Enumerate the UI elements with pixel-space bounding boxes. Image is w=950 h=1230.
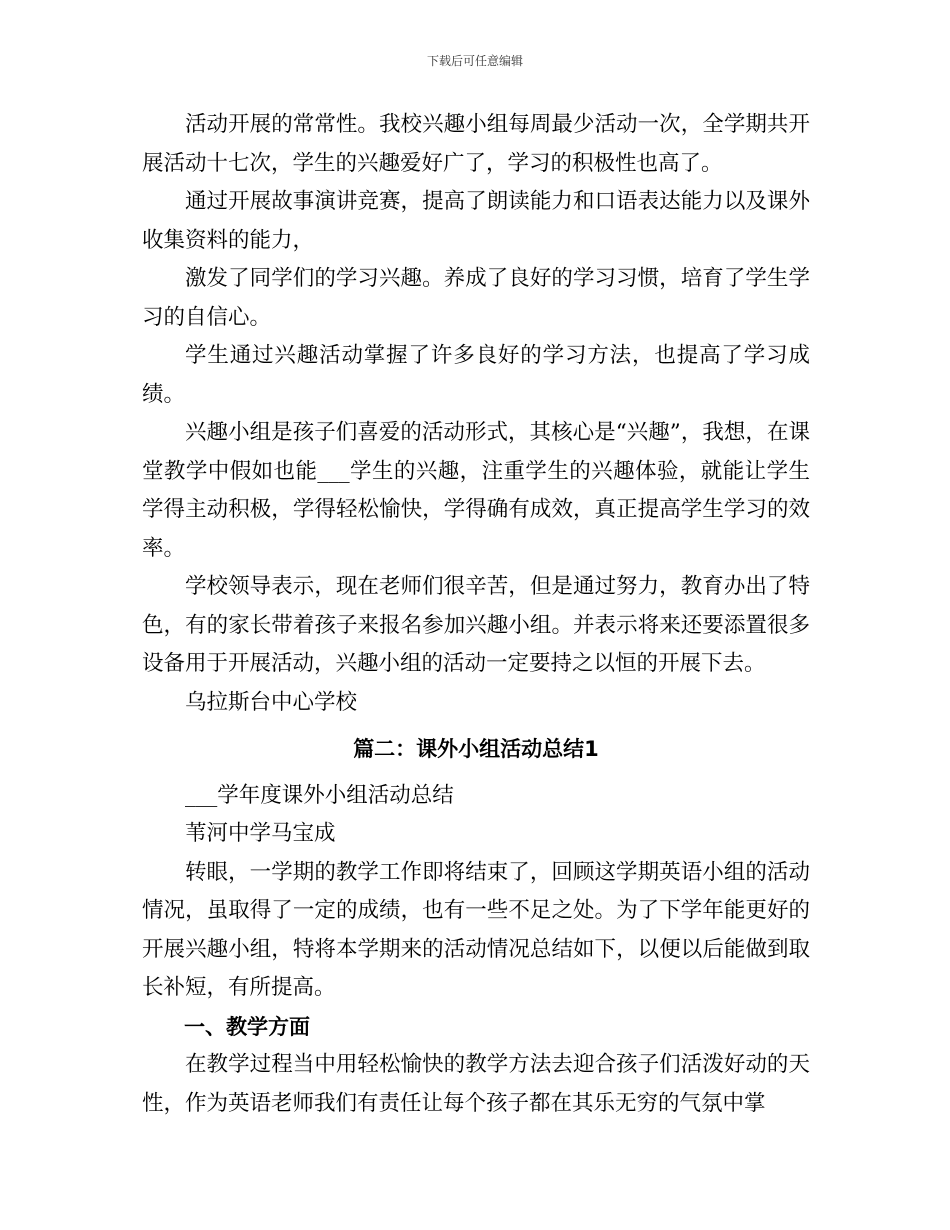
paragraph: 通过开展故事演讲竞赛，提高了朗读能力和口语表达能力以及课外收集资料的能力， bbox=[142, 189, 810, 253]
subheading: 一、教学方面 bbox=[184, 1014, 310, 1039]
page-header: 下载后可任意编辑 bbox=[426, 54, 523, 68]
paragraph: 兴趣小组是孩子们喜爱的活动形式，其核心是“兴趣”，我想，在课堂教学中假如也能___学生的兴趣，注重学生的兴趣体验，就能让学生学得主动积极，学得轻松愉快，学得确有成效，真正提高学生学习的效率。 bbox=[142, 420, 810, 561]
paragraph: 在教学过程当中用轻松愉快的教学方法去迎合孩子们活泼好动的天性，作为英语老师我们有责任让每个孩子都在其乐无穷的气氛中掌 bbox=[142, 1052, 810, 1116]
section-title: 篇二：课外小组活动总结1 bbox=[353, 737, 599, 761]
paragraph: 活动开展的常常性。我校兴趣小组每周最少活动一次，全学期共开展活动十七次，学生的兴趣爱好广了，学习的积极性也高了。 bbox=[142, 112, 810, 176]
report-title: ___学年度课外小组活动总结 bbox=[185, 782, 454, 808]
paragraph: 激发了同学们的学习兴趣。养成了良好的学习习惯，培育了学生学习的自信心。 bbox=[142, 266, 810, 330]
school-name: 乌拉斯台中心学校 bbox=[185, 689, 358, 715]
paragraph: 转眼，一学期的教学工作即将结束了，回顾这学期英语小组的活动情况，虽取得了一定的成绩，也有一些不足之处。为了下学年能更好的开展兴趣小组，特将本学期来的活动情况总结如下，以便以后能做到取长补短，有所提高。 bbox=[142, 859, 810, 1000]
paragraph: 学校领导表示，现在老师们很辛苦，但是通过努力，教育办出了特色，有的家长带着孩子来报名参加兴趣小组。并表示将来还要添置很多设备用于开展活动，兴趣小组的活动一定要持之以恒的开展下去。 bbox=[142, 574, 810, 676]
paragraph: 学生通过兴趣活动掌握了许多良好的学习方法，也提高了学习成绩。 bbox=[142, 343, 810, 407]
author-line: 苇河中学马宝成 bbox=[185, 821, 336, 846]
document-body bbox=[142, 106, 810, 1123]
